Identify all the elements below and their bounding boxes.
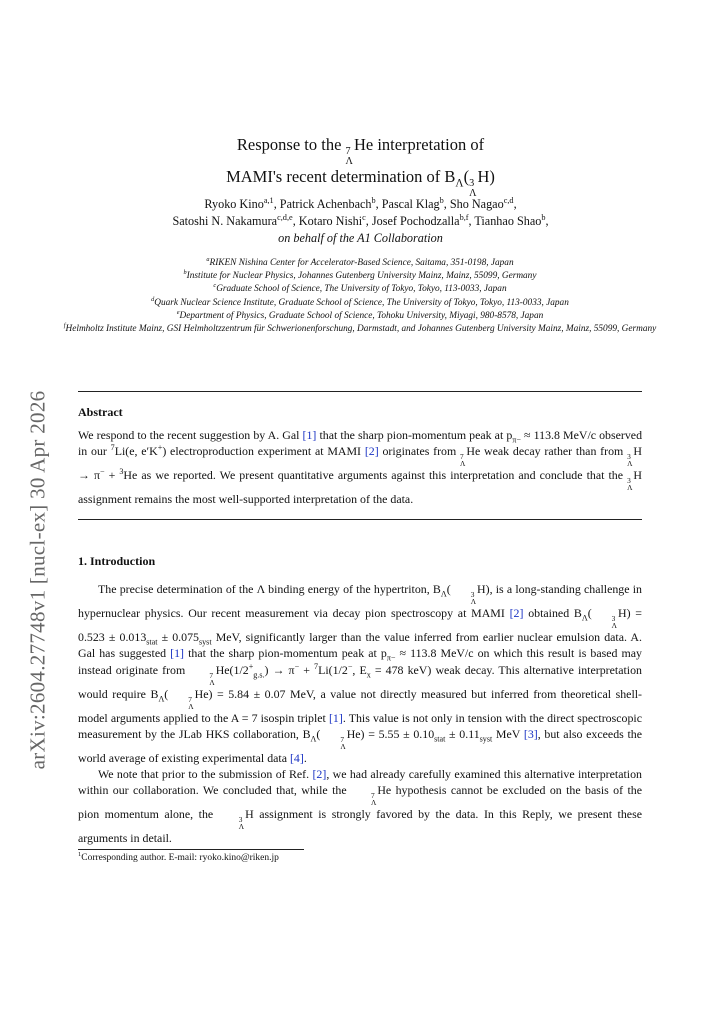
affiliation-item: $^c$Graduate School of Science, The University of Tokyo, Tokyo, 113-0033, Japan <box>213 282 507 295</box>
affiliation-list <box>60 257 660 336</box>
footnote-rule <box>78 849 304 850</box>
collaboration-note: on behalf of the A1 Collaboration <box>278 231 443 245</box>
arxiv-sidebar-stamp: arXiv:2604.27748v1 [nucl-ex] 30 Apr 2026 <box>25 390 50 770</box>
abstract-heading: Abstract <box>78 405 123 419</box>
affiliation-item: $^e$Department of Physics, Graduate School of Science, Tohoku University, Miyagi, 980-8578, Japan <box>176 308 544 321</box>
affiliation-item: $^f$Helmholtz Institute Mainz, GSI Helmholtzzentrum für Schwerionenforschung, Darmstadt, and Johannes Gutenberg University Mainz, Mainz, 55099, Germany <box>63 321 657 335</box>
citation-link[interactable]: [4] <box>289 750 304 765</box>
abstract-bottom-rule <box>78 519 642 520</box>
affiliation-item: $^b$Institute for Nuclear Physics, Johannes Gutenberg University Mainz, Mainz, 55099, Germany <box>183 269 537 282</box>
citation-link[interactable]: [1] <box>302 428 317 442</box>
author-line-2: Satoshi N. Nakamura$^{c,d,e}$, Kotaro Nishi$^c$, Josef Pochodzalla$^{b,f}$, Tianhao Shao$^b$, <box>172 212 549 228</box>
paper-title <box>0 134 721 199</box>
intro-paragraph-1: The precise determination of the Λ binding energy of the hypertriton, $B_\Lambda$( 3 Λ H), is a long-standing challenge in hypernuclear physics. Our recent measurement via decay pion spectroscopy at MAMI [2] obtained $B_\Lambda$( 3 Λ $H) = 0.523 \pm 0.013_{stat} \pm 0.075_{syst}$ MeV, significantly larger than the value inferred from earlier nuclear emulsion data. A. Gal has suggested [1] that the sharp pion-momentum peak at $p_{\pi-} \approx 113.8$ MeV/c on which this result is based may instead originate from 7 Λ $He(1/2^+_{g.s.}) \to \pi^- + ^7Li(1/2^-$, $E_x = 478$ keV) weak decay. This alternative interpretation would require $B_\Lambda$( 7 Λ He) = 5.84 ± 0.07 MeV, a value not directly measured but inferred from theoretical shell-model arguments applied to the A = 7 isospin triplet [1]. This value is not only in tension with the direct spectroscopic measurement by the JLab HKS collaboration, $B_\Lambda$( 7 Λ $He) = 5.55 \pm 0.10_{stat} \pm 0.11_{syst}$ MeV [3], but also exceeds the world average of existing experimental data [4]. <box>78 582 643 765</box>
affiliation-item: $^a$RIKEN Nishina Center for Accelerator-Based Science, Saitama, 351-0198, Japan <box>206 255 514 268</box>
intro-body <box>78 581 642 847</box>
citation-link[interactable]: [2] <box>312 767 327 782</box>
citation-link[interactable]: [1] <box>328 710 343 725</box>
abstract-body: We respond to the recent suggestion by A. Gal [1] that the sharp pion-momentum peak at $p_{\pi-} \approx 113.8$ MeV/c observed in our $^7$Li(e, e′K+) electroproduction experiment at MAMI [2] originates from 7 Λ He weak decay rather than from 3 Λ H → π− + $^3$He as we reported. We present quantitative arguments against this interpretation and conclude that the 3 Λ H assignment remains the most well-supported interpretation of the data. <box>78 428 643 507</box>
author-line-1: Ryoko Kino$^{a,1}$, Patrick Achenbach$^b$, Pascal Klag$^b$, Sho Nagao$^{c,d}$, <box>204 195 517 211</box>
citation-link[interactable]: [2] <box>509 606 524 620</box>
abstract-top-rule <box>78 391 642 392</box>
author-list <box>0 196 721 247</box>
affiliation-item: $^d$Quark Nuclear Science Institute, Graduate School of Science, The University of Tokyo, Tokyo, 113-0033, Japan <box>151 295 569 308</box>
footnote: $^1$Corresponding author. E-mail: ryoko.kino@riken.jp <box>78 850 279 863</box>
citation-link[interactable]: [2] <box>364 444 379 459</box>
title-line-2: MAMI's recent determination of $B_\Lambda$( 3 Λ H) <box>226 167 495 200</box>
section-heading-introduction: 1. Introduction <box>78 554 156 568</box>
intro-paragraph-2: We note that prior to the submission of Ref. [2], we had already carefully examined this alternative interpretation within our collaboration. We concluded that, while the 7 Λ He hypothesis cannot be excluded on the basis of the pion momentum alone, the 3 Λ H assignment is strongly favored by the data. In this Reply, we present these arguments in detail. <box>78 767 643 846</box>
citation-link[interactable]: [3] <box>523 726 538 741</box>
citation-link[interactable]: [1] <box>170 646 184 661</box>
title-line-1: Response to the 7 Λ He interpretation of <box>236 135 485 167</box>
